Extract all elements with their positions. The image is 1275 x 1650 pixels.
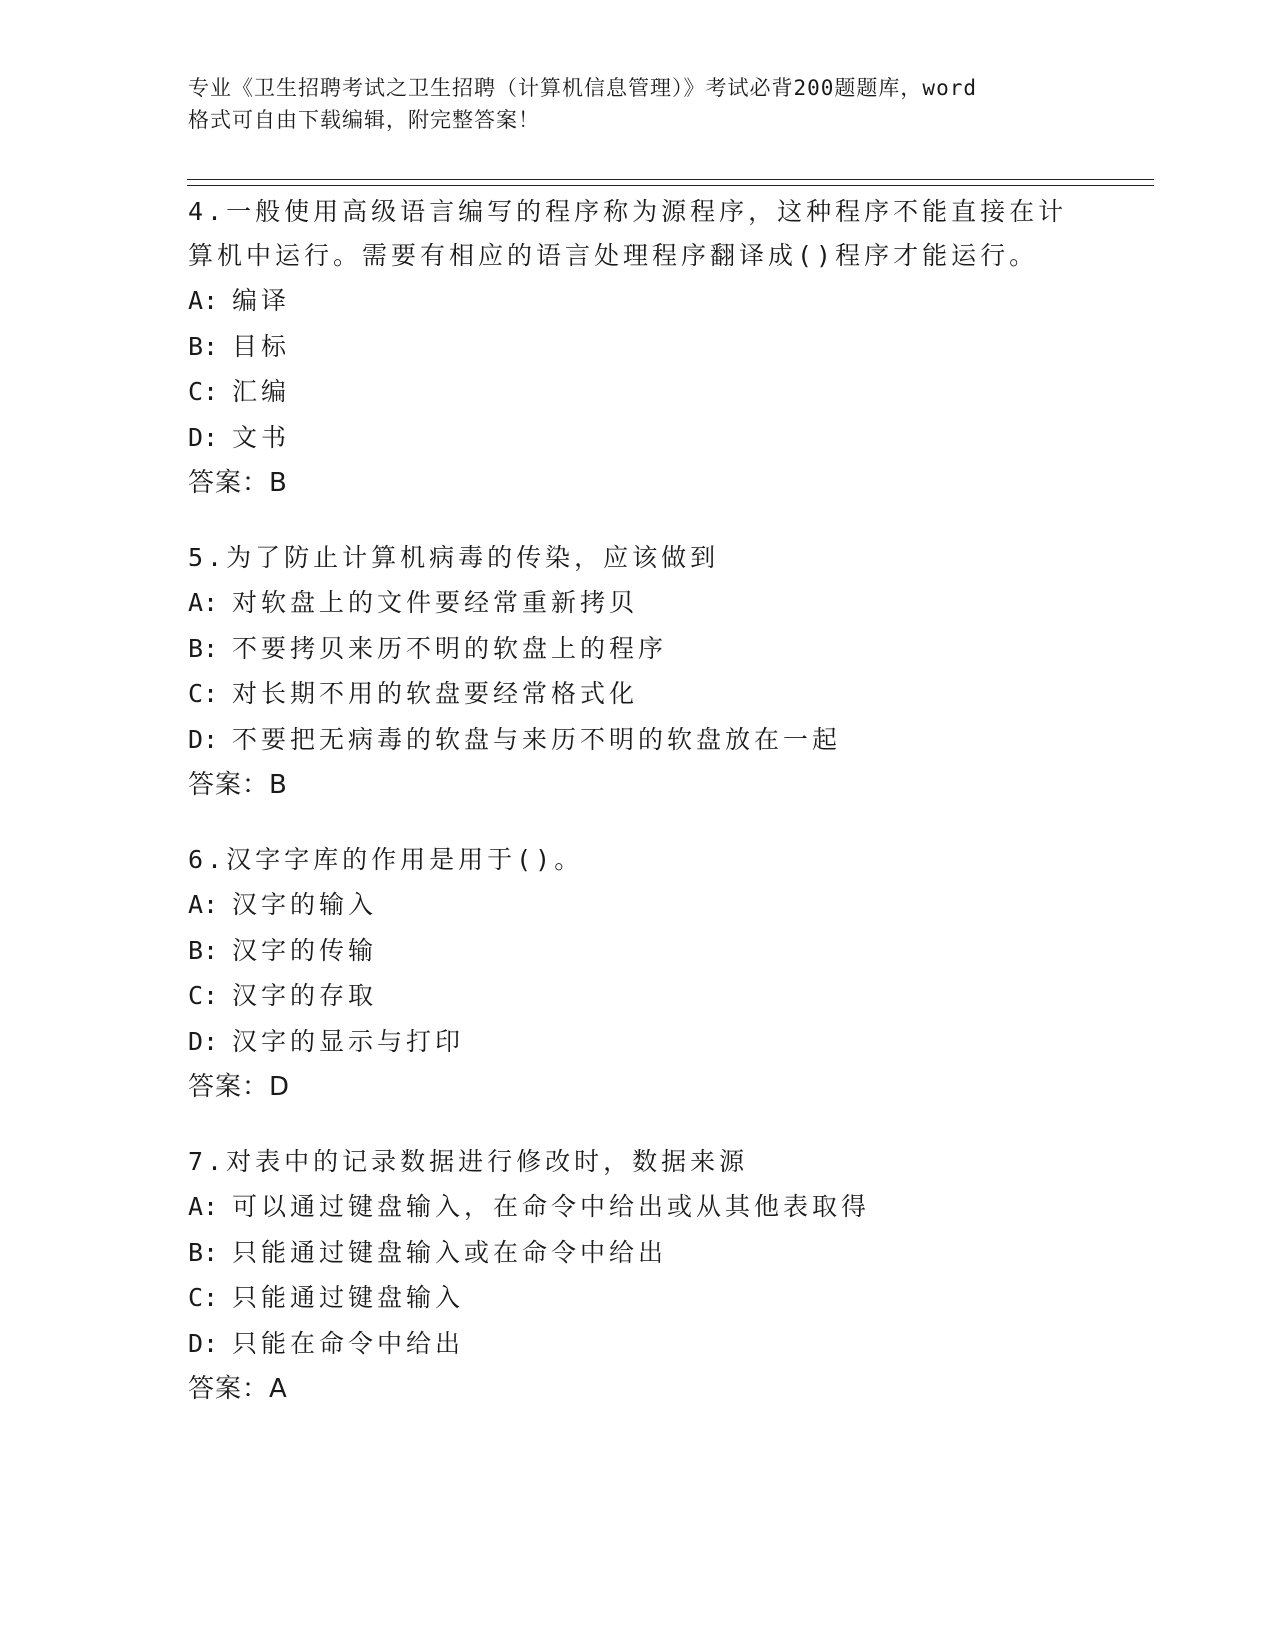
header-divider bbox=[187, 179, 1154, 186]
option-letter: C: bbox=[188, 377, 219, 406]
question-stem: 5.为了防止计算机病毒的传染，应该做到 bbox=[188, 543, 720, 572]
option-b bbox=[188, 626, 1088, 672]
option-b bbox=[188, 324, 1088, 370]
question-7 bbox=[188, 1140, 1088, 1412]
option-text: 只能通过键盘输入或在命令中给出 bbox=[232, 1237, 668, 1267]
option-letter: B: bbox=[188, 935, 219, 965]
option-letter: C: bbox=[188, 981, 219, 1010]
option-text: 汉字的显示与打印 bbox=[232, 1026, 465, 1056]
answer-line: 答案：A bbox=[188, 1374, 288, 1404]
option-a bbox=[188, 882, 1088, 928]
option-text: 汇编 bbox=[232, 377, 291, 406]
option-c bbox=[188, 1275, 1088, 1321]
document-header bbox=[188, 72, 1088, 136]
option-text: 只能通过键盘输入 bbox=[232, 1283, 465, 1312]
answer-line: 答案：D bbox=[188, 1072, 291, 1102]
option-letter: A: bbox=[188, 588, 219, 617]
option-text: 汉字的输入 bbox=[232, 890, 378, 919]
option-text: 汉字的存取 bbox=[232, 981, 378, 1010]
option-text: 对软盘上的文件要经常重新拷贝 bbox=[232, 588, 639, 617]
option-letter: B: bbox=[188, 1237, 219, 1267]
option-text: 不要把无病毒的软盘与来历不明的软盘放在一起 bbox=[232, 724, 842, 754]
header-line-1: 专业《卫生招聘考试之卫生招聘（计算机信息管理）》考试必背200题题库，word bbox=[188, 76, 977, 100]
question-list bbox=[188, 190, 1088, 1442]
option-d bbox=[188, 415, 1088, 461]
answer-line: 答案：B bbox=[188, 468, 288, 498]
option-text: 不要拷贝来历不明的软盘上的程序 bbox=[232, 633, 668, 663]
option-d bbox=[188, 1321, 1088, 1367]
option-letter: A: bbox=[188, 286, 219, 315]
option-letter: C: bbox=[188, 1283, 219, 1312]
option-letter: A: bbox=[188, 890, 219, 919]
option-c bbox=[188, 369, 1088, 415]
option-c bbox=[188, 671, 1088, 717]
option-a bbox=[188, 278, 1088, 324]
header-line-2: 格式可自由下载编辑，附完整答案！ bbox=[188, 108, 540, 132]
question-5 bbox=[188, 536, 1088, 808]
option-letter: B: bbox=[188, 331, 219, 361]
answer-line: 答案：B bbox=[188, 770, 288, 800]
option-text: 文书 bbox=[232, 422, 291, 452]
option-letter: C: bbox=[188, 679, 219, 708]
option-d bbox=[188, 1019, 1088, 1065]
option-d bbox=[188, 717, 1088, 763]
option-a bbox=[188, 580, 1088, 626]
option-text: 只能在命令中给出 bbox=[232, 1328, 465, 1358]
option-text: 可以通过键盘输入，在命令中给出或从其他表取得 bbox=[232, 1192, 871, 1221]
option-letter: D: bbox=[188, 422, 219, 452]
option-letter: B: bbox=[188, 633, 219, 663]
option-b bbox=[188, 928, 1088, 974]
option-text: 编译 bbox=[232, 286, 291, 315]
question-stem: 7.对表中的记录数据进行修改时，数据来源 bbox=[188, 1147, 749, 1176]
question-6 bbox=[188, 838, 1088, 1110]
option-text: 目标 bbox=[232, 331, 291, 361]
question-stem: 6.汉字字库的作用是用于()。 bbox=[188, 845, 584, 874]
option-letter: D: bbox=[188, 1328, 219, 1358]
question-stem: 4.一般使用高级语言编写的程序称为源程序，这种程序不能直接在计算机中运行。需要有相应的语言处理程序翻译成()程序才能运行。 bbox=[188, 197, 1068, 270]
option-text: 对长期不用的软盘要经常格式化 bbox=[232, 679, 639, 708]
option-letter: A: bbox=[188, 1192, 219, 1221]
option-letter: D: bbox=[188, 1026, 219, 1056]
option-b bbox=[188, 1230, 1088, 1276]
question-4 bbox=[188, 190, 1088, 506]
option-a bbox=[188, 1184, 1088, 1230]
option-c bbox=[188, 973, 1088, 1019]
option-text: 汉字的传输 bbox=[232, 935, 378, 965]
option-letter: D: bbox=[188, 724, 219, 754]
